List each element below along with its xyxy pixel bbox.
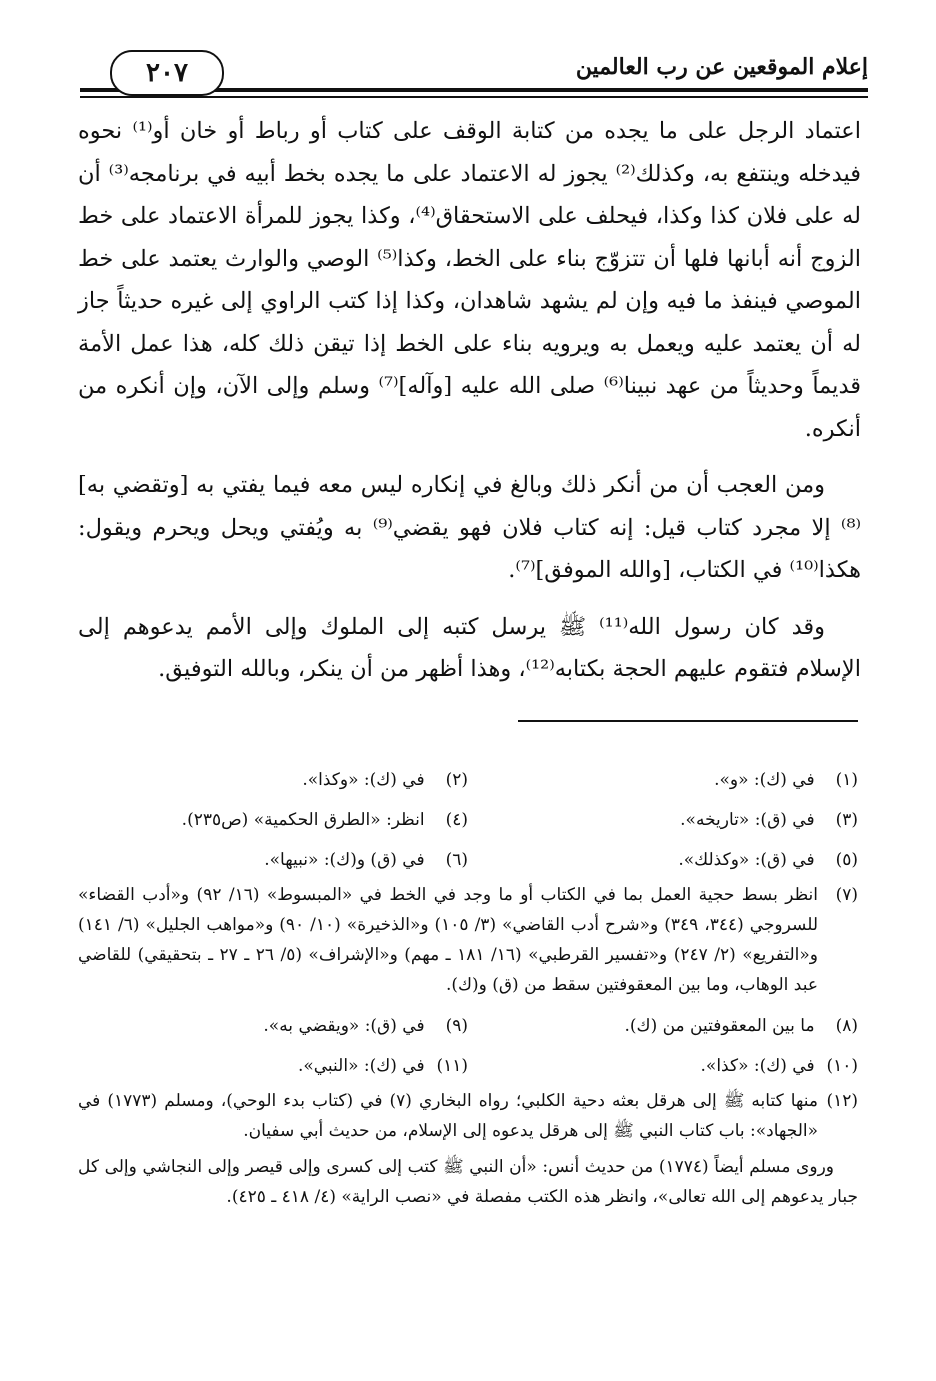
footnote-row (78, 840, 858, 880)
footnote-text: انظر: «الطرق الحكمية» (ص٢٣٥). (181, 810, 425, 830)
footnote-text: في (ك): «النبي». (297, 1056, 425, 1076)
footnote-2 (78, 765, 468, 795)
footnote-9 (78, 1011, 468, 1041)
footnote-6 (78, 845, 468, 875)
footnote-number: (٥) (835, 850, 858, 870)
footnote-number: (٧) (835, 885, 858, 905)
footnote-row (78, 800, 858, 840)
running-title: إعلام الموقعين عن رب العالمين (575, 54, 868, 80)
footnote-11 (78, 1051, 468, 1081)
footnote-row (78, 1046, 858, 1086)
footnote-number: (١) (835, 770, 858, 790)
footnote-text: في (ق): «تاريخه». (680, 810, 815, 830)
footnote-text: في (ق) و(ك): «نبيها». (264, 850, 425, 870)
footnote-12-continuation: وروى مسلم أيضاً (١٧٧٤) من حديث أنس: «أن النبي ﷺ كتب إلى كسرى وإلى قيصر وإلى النجاشي وإلى كل جبار يدعوهم إلى الله تعالى»، وانظر هذه الكتب مفصلة في «نصب الراية» (٤/ ٤١٨ ـ ٤٢٥). (78, 1157, 858, 1207)
footnote-7 (78, 880, 858, 1000)
footnotes (78, 760, 858, 1212)
footnote-number: (١١) (436, 1056, 468, 1076)
footnote-number: (٦) (445, 850, 468, 870)
paragraph-3: وقد كان رسول الله⁽¹¹⁾ ﷺ يرسل كتبه إلى الملوك وإلى الأمم يدعوهم إلى الإسلام فتقوم عليهم الحجة بكتابه⁽¹²⁾، وهذا أظهر من أن ينكر، وبالله التوفيق. (78, 613, 861, 682)
footnote-1 (468, 765, 858, 795)
footnote-text: في (ك): «و». (714, 770, 815, 790)
footnote-text: ما بين المعقوفتين من (ك). (624, 1016, 815, 1036)
footnote-row (78, 1006, 858, 1046)
footnote-text: في (ق): «ويقضي به». (263, 1016, 425, 1036)
footnote-5 (468, 845, 858, 875)
footnote-text: انظر بسط حجية العمل بما في الكتاب أو ما وجد في الخط في «المبسوط» (١٦/ ٩٢) و«أدب القضاء» للسروجي (٣٤٤، ٣٤٩) و«شرح أدب القاضي» (٣/ ١٠٥) و«الذخيرة» (١٠/ ٩٠) و«مواهب الجليل» (٦/ ١٤١) و«التفريع» (٢/ ٢٤٧) و«تفسير القرطبي» (١٦/ ١٨١ ـ مهم) و«الإشراف» (٥/ ٢٦ ـ ٢٧ ـ بتحقيقي) للقاضي عبد الوهاب، وما بين المعقوفتين سقط من (ق) و(ك). (78, 885, 819, 995)
footnote-number: (٩) (445, 1016, 468, 1036)
main-text (78, 110, 861, 705)
footnote-4 (78, 805, 468, 835)
page-header (80, 48, 868, 98)
footnote-text: منها كتابه ﷺ إلى هرقل بعثه دحية الكلبي؛ رواه البخاري (٧) في (كتاب بدء الوحي)، ومسلم (١٧٧٣) في «الجهاد»: باب كتاب النبي ﷺ إلى هرقل يدعوه إلى الإسلام، من حديث أبي سفيان. (78, 1091, 819, 1141)
footnote-10 (468, 1051, 858, 1081)
footnote-8 (468, 1011, 858, 1041)
paragraph-2: ومن العجب أن من أنكر ذلك وبالغ في إنكاره ليس معه فيما يفتي به [وتقضي به]⁽⁸⁾ إلا مجرد كتاب قيل: إنه كتاب فلان فهو يقضي⁽⁹⁾ به ويُفتي ويحل ويحرم ويقول: هكذا⁽¹⁰⁾ في الكتاب، [والله الموفق]⁽⁷⁾. (78, 472, 861, 583)
page-number: ٢٠٧ (110, 50, 224, 96)
footnote-number: (١٢) (826, 1091, 858, 1111)
footnote-3 (468, 805, 858, 835)
footnote-separator (518, 720, 858, 722)
footnote-text: في (ك): «كذا». (700, 1056, 815, 1076)
footnote-number: (٣) (835, 810, 858, 830)
footnote-number: (٤) (445, 810, 468, 830)
footnote-12 (78, 1086, 858, 1146)
paragraph-1: اعتماد الرجل على ما يجده من كتابة الوقف على كتاب أو رباط أو خان أو⁽¹⁾ نحوه فيدخله وينتفع به، وكذلك⁽²⁾ يجوز له الاعتماد على ما يجده بخط أبيه في برنامجه⁽³⁾ أن له على فلان كذا وكذا، فيحلف على الاستحقاق⁽⁴⁾، وكذا يجوز للمرأة الاعتماد على خط الزوج أنه أبانها فلها أن تتزوّج بناء على الخط، وكذا⁽⁵⁾ الوصي والوارث يعتمد على خط الموصي فينفذ ما فيه وإن لم يشهد شاهدان، وكذا إذا كتب الراوي إلى غيره حديثاً جاز له أن يعتمد عليه ويعمل به ويرويه بناء على الخط إذا تيقن ذلك كله، هذا عمل الأمة قديماً وحديثاً من عهد نبينا⁽⁶⁾ صلى الله عليه [وآله]⁽⁷⁾ وسلم وإلى الآن، وإن أنكره من أنكره. (78, 118, 862, 442)
footnote-number: (١٠) (826, 1056, 858, 1076)
header-rule-thin (80, 96, 868, 98)
footnote-text: في (ك): «وكذا». (302, 770, 425, 790)
footnote-text: في (ق): «وكذلك». (678, 850, 815, 870)
footnote-row (78, 760, 858, 800)
footnote-number: (٨) (835, 1016, 858, 1036)
footnote-number: (٢) (445, 770, 468, 790)
